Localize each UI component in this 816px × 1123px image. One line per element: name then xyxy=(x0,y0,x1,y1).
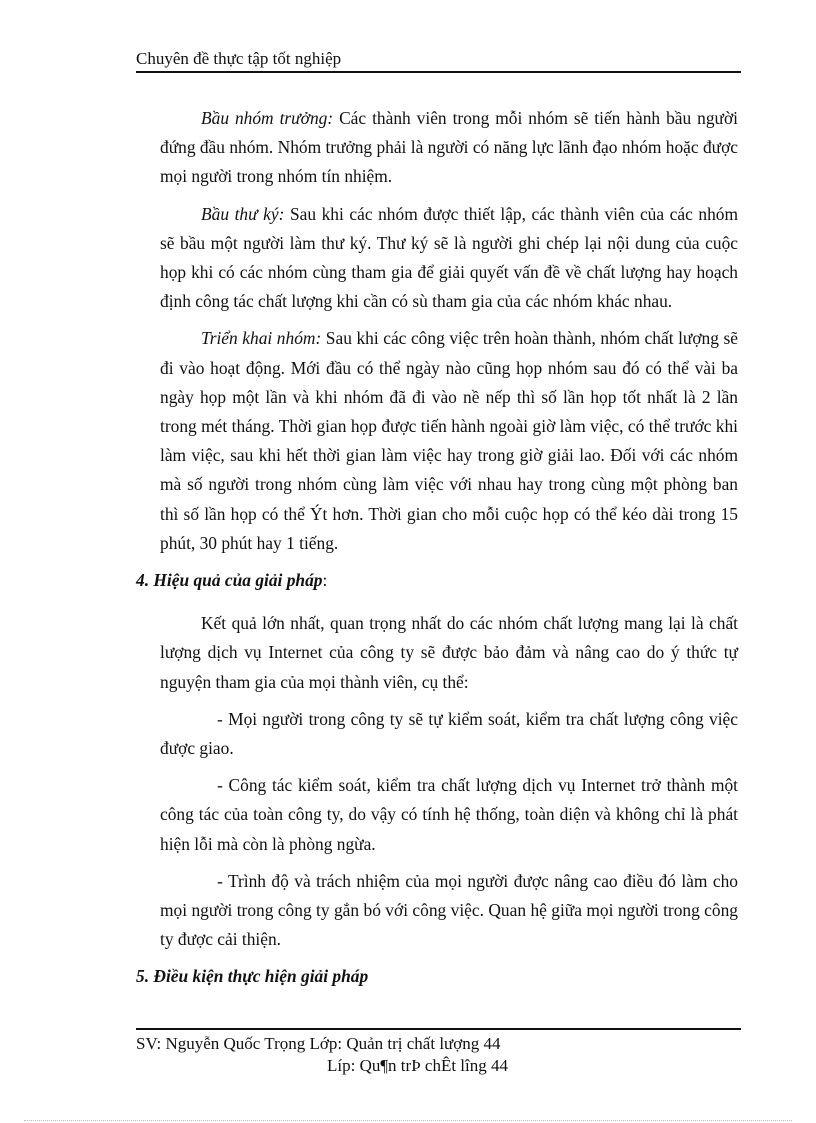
footer-divider xyxy=(136,1028,741,1030)
footer-line-2: Líp: Qu¶n trÞ chÊt lîng 44 xyxy=(327,1056,508,1075)
paragraph-text: Sau khi các công việc trên hoàn thành, nhóm chất lượng sẽ đi vào hoạt động. Mới đầu có thể ngày nào cũng họp nhóm sau đó có thể vài ba ngày họp một lần và khi nhóm đã đi vào nề nếp thì số lần họp tốt nhất là 2 lần trong mét tháng. Thời gian họp được tiến hành ngoài giờ làm việc, có thể trước khi làm việc, sau khi hết thời gian làm việc hay trong giờ giải lao. Đối với các nhóm mà số người trong nhóm cùng làm việc với nhau hay trong cùng một phòng ban thì số lần họp có thể Ýt hơn. Thời gian cho mỗi cuộc họp có thể kéo dài trong 15 phút, 30 phút hay 1 tiếng. xyxy=(160,328,738,553)
page-header xyxy=(136,48,740,70)
section-heading-colon: : xyxy=(322,570,328,591)
section-heading-5: 5. Điều kiện thực hiện giải pháp xyxy=(136,966,369,987)
bullet-item-2: - Công tác kiểm soát, kiểm tra chất lượng dịch vụ Internet trở thành một công tác của toàn công ty, do vậy có tính hệ thống, toàn diện và không chỉ là phát hiện lỗi mà còn là phòng ngừa. xyxy=(160,775,738,854)
paragraph-text: Sau khi các nhóm được thiết lập, các thành viên của các nhóm sẽ bầu một người làm thư ký. Thư ký sẽ là người ghi chép lại nội dung của cuộc họp khi có các nhóm cùng tham gia để giải quyết vấn đề về chất lượng hay hoạch định công tác chất lượng khi cần có sù tham gia của các nhóm khác nhau. xyxy=(160,203,738,312)
paragraph-results: Kết quả lớn nhất, quan trọng nhất do các nhóm chất lượng mang lại là chất lượng dịch vụ Internet của công ty sẽ được bảo đảm và nâng cao do ý thức tự nguyện tham gia của mọi thành viên, cụ thể: xyxy=(160,613,738,692)
page-footer xyxy=(136,1033,741,1077)
page-edge-divider xyxy=(24,1120,792,1121)
paragraph-lead: Triển khai nhóm: xyxy=(201,328,322,349)
header-divider xyxy=(136,71,741,73)
paragraph-lead: Bầu thư ký: xyxy=(201,203,285,224)
footer-line-1: SV: Nguyễn Quốc Trọng Lớp: Quản trị chất lượng 44 xyxy=(136,1034,501,1053)
header-title: Chuyên đề thực tập tốt nghiệp xyxy=(136,49,342,68)
section-heading-text: 4. Hiệu quả của giải pháp xyxy=(136,570,323,591)
body-text xyxy=(136,104,738,1006)
paragraph-lead: Bầu nhóm trưởng: xyxy=(201,108,334,128)
section-heading-4 xyxy=(136,566,738,595)
paragraph-text: Các thành viên trong mỗi nhóm sẽ tiến hành bầu người đứng đầu nhóm. Nhóm trưởng phải là người có năng lực lãnh đạo nhóm hoặc được mọi người trong nhóm tín nhiệm. xyxy=(160,108,738,187)
bullet-item-3: - Trình độ và trách nhiệm của mọi người được nâng cao điều đó làm cho mọi người trong công ty gắn bó với công việc. Quan hệ giữa mọi người trong công ty được cải thiện. xyxy=(160,870,738,950)
paragraph-elect-secretary xyxy=(160,200,738,317)
paragraph-elect-leader xyxy=(160,104,738,192)
bullet-item-1: - Mọi người trong công ty sẽ tự kiểm soát, kiểm tra chất lượng công việc được giao. xyxy=(160,708,738,759)
paragraph-deploy-group xyxy=(160,324,738,558)
